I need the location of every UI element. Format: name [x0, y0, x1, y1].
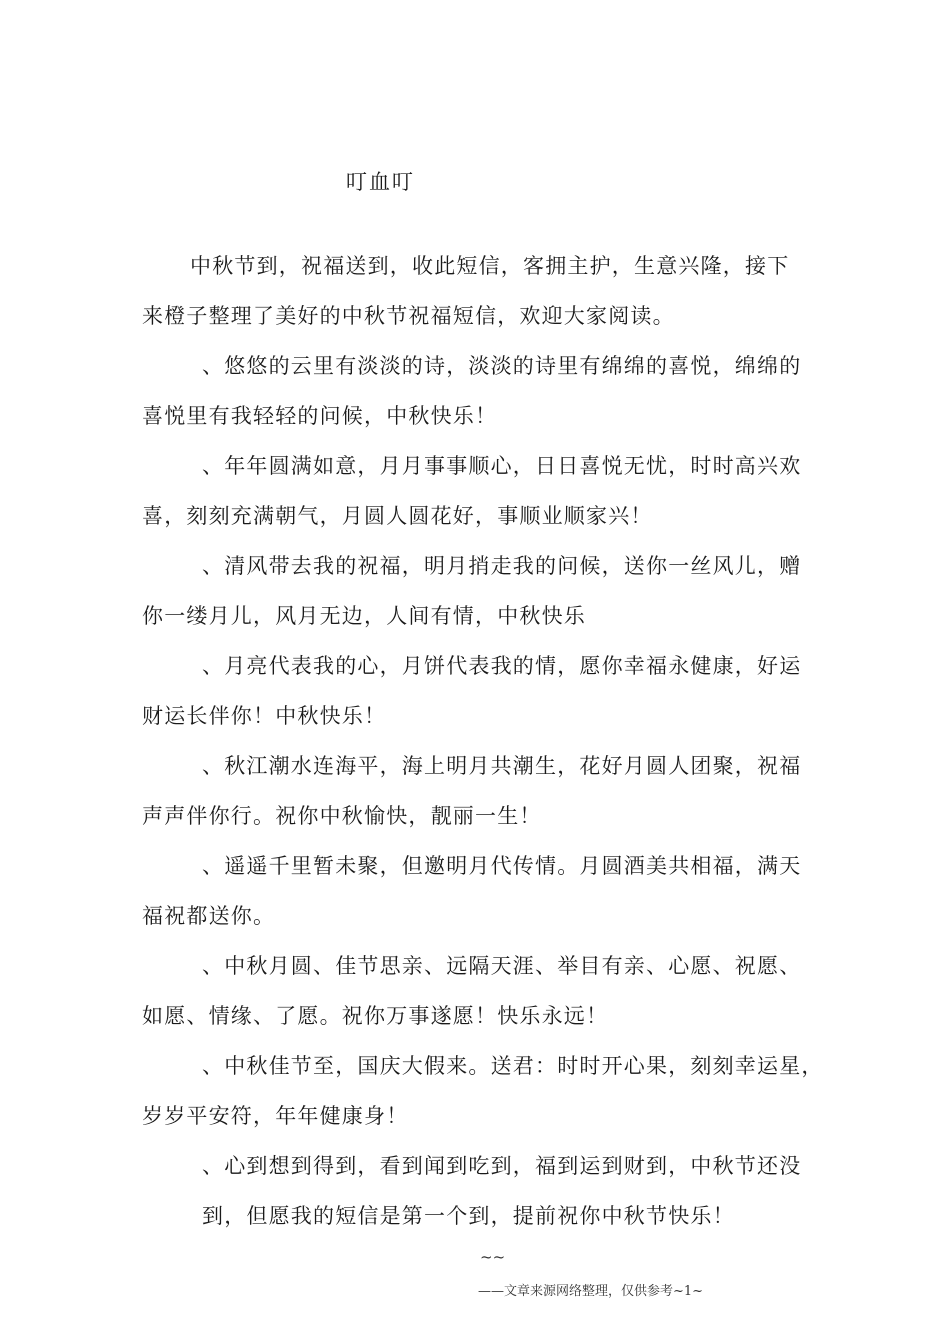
- footer-note: ——文章来源网络整理，仅供参考~1~: [478, 1284, 704, 1299]
- greeting-2-line-2: 喜，刻刻充满朝气，月圆人圆花好，事顺业顺家兴！: [142, 504, 653, 528]
- greeting-3-line-2: 你一缕月儿，风月无边，人间有情，中秋快乐: [142, 604, 586, 628]
- greeting-3-line-1: 、清风带去我的祝福，明月捎走我的问候，送你一丝风儿，赠: [202, 554, 802, 578]
- greeting-5-line-1: 、秋江潮水连海平，海上明月共潮生，花好月圆人团聚，祝福: [202, 754, 802, 778]
- greeting-8-line-1: 、中秋佳节至，国庆大假来。送君：时时开心果，刻刻幸运星，: [202, 1054, 824, 1078]
- greeting-9-line-2: 到，但愿我的短信是第一个到，提前祝你中秋节快乐！: [202, 1204, 735, 1228]
- greeting-7-line-2: 如愿、情缘、了愿。祝你万事遂愿！快乐永远！: [142, 1004, 609, 1028]
- greeting-8-line-2: 岁岁平安符，年年健康身！: [142, 1104, 409, 1128]
- greeting-2-line-1: 、年年圆满如意，月月事事顺心，日日喜悦无忧，时时高兴欢: [202, 454, 802, 478]
- greeting-9-line-1: 、心到想到得到，看到闻到吃到，福到运到财到，中秋节还没: [202, 1154, 802, 1178]
- greeting-6-line-1: 、遥遥千里暂未聚，但邀明月代传情。月圆酒美共相福，满天: [202, 854, 802, 878]
- greeting-7-line-1: 、中秋月圆、佳节思亲、远隔天涯、举目有亲、心愿、祝愿、: [202, 954, 802, 978]
- page-title: 叮血叮: [346, 170, 415, 194]
- greeting-1-line-1: 、悠悠的云里有淡淡的诗，淡淡的诗里有绵绵的喜悦，绵绵的: [202, 354, 802, 378]
- greeting-6-line-2: 福祝都送你。: [142, 904, 276, 928]
- intro-line-1: 中秋节到，祝福送到，收此短信，客拥主护，生意兴隆，接下: [190, 254, 790, 278]
- greeting-1-line-2: 喜悦里有我轻轻的问候，中秋快乐！: [142, 404, 498, 428]
- intro-line-2: 来橙子整理了美好的中秋节祝福短信，欢迎大家阅读。: [142, 304, 675, 328]
- greeting-4-line-1: 、月亮代表我的心，月饼代表我的情，愿你幸福永健康，好运: [202, 654, 802, 678]
- greeting-5-line-2: 声声伴你行。祝你中秋愉快，靓丽一生！: [142, 804, 542, 828]
- page-squiggle: ~~: [480, 1248, 506, 1266]
- greeting-4-line-2: 财运长伴你！中秋快乐！: [142, 704, 387, 728]
